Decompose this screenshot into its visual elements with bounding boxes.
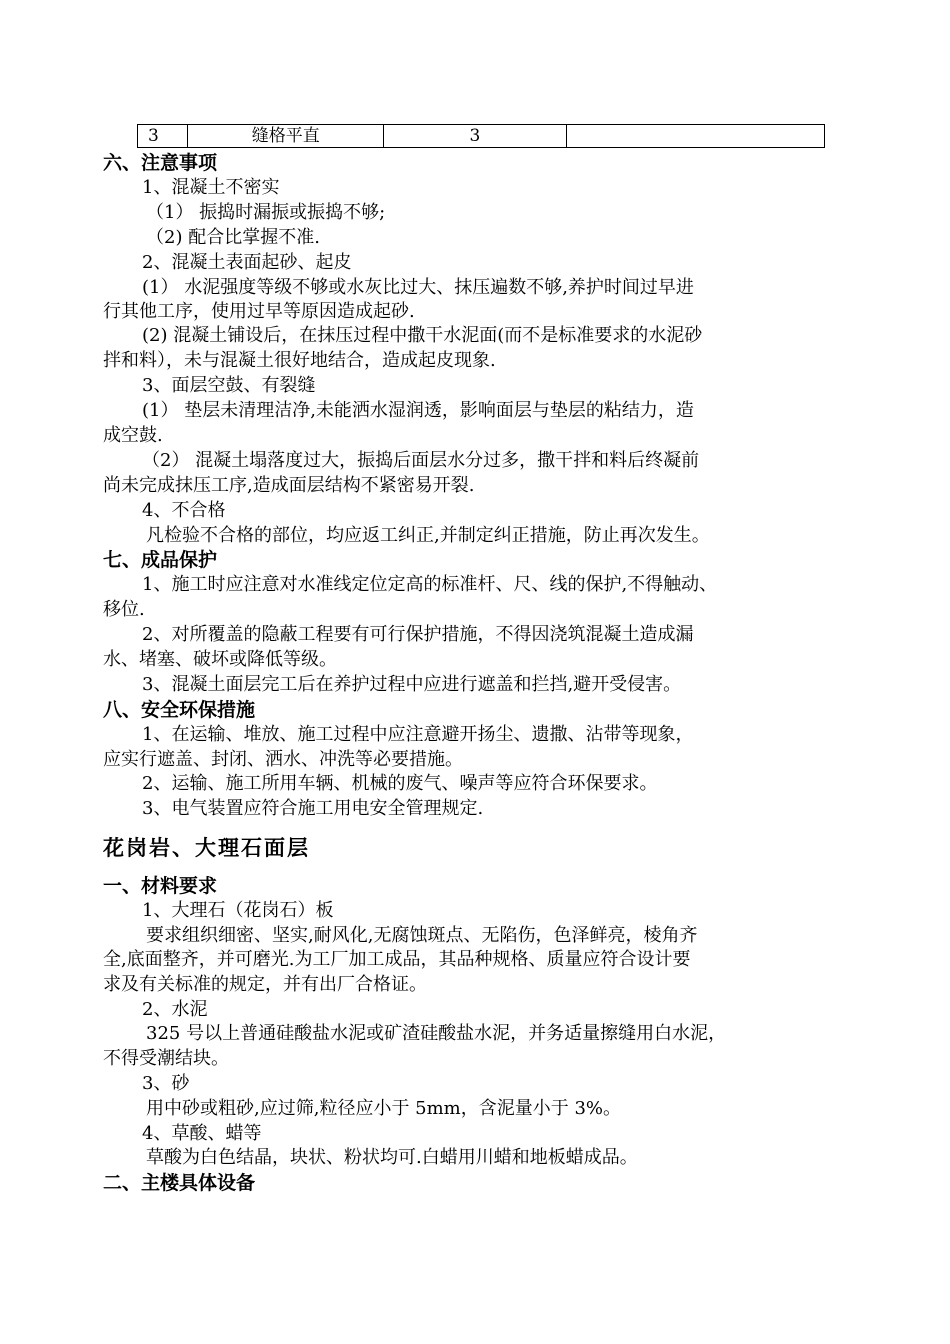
paragraph-line: （1） 振捣时漏振或振捣不够; [146, 202, 386, 223]
paragraph-line: 不得受潮结块。 [103, 1048, 229, 1069]
row-item: 缝格平直 [188, 125, 384, 148]
paragraph-line: 325 号以上普通硅酸盐水泥或矿渣硅酸盐水泥，并务适量擦缝用白水泥， [146, 1023, 727, 1044]
inspection-table [137, 124, 825, 148]
table-row [138, 125, 825, 148]
paragraph-line: 3、砂 [142, 1073, 190, 1094]
paragraph-line: 应实行遮盖、封闭、洒水、冲洗等必要措施。 [103, 749, 463, 770]
document-title: 花岗岩、大理石面层 [103, 836, 310, 860]
paragraph-line: （2) 配合比掌握不准. [146, 227, 320, 248]
row-value: 3 [384, 125, 567, 148]
paragraph-line: 1、大理石（花岗石）板 [142, 900, 334, 921]
paragraph-line: (1） 垫层未清理洁净,未能洒水湿润透，影响面层与垫层的粘结力，造 [142, 400, 694, 421]
paragraph-line: 3、面层空鼓、有裂缝 [142, 375, 316, 396]
section-heading: 七、成品保护 [103, 549, 218, 571]
paragraph-line: 要求组织细密、坚实,耐风化,无腐蚀斑点、无陷伤，色泽鲜亮，棱角齐 [146, 925, 698, 946]
paragraph-line: 3、电气装置应符合施工用电安全管理规定. [142, 798, 484, 819]
paragraph-line: (1） 水泥强度等级不够或水灰比过大、抹压遍数不够,养护时间过早进 [142, 277, 694, 298]
paragraph-line: 求及有关标准的规定，并有出厂合格证。 [103, 974, 427, 995]
paragraph-line: 凡检验不合格的部位，均应返工纠正,并制定纠正措施，防止再次发生。 [146, 525, 710, 546]
paragraph-line: 水、堵塞、破坏或降低等级。 [103, 649, 337, 670]
paragraph-line: 1、在运输、堆放、施工过程中应注意避开扬尘、遗撒、沾带等现象， [142, 724, 694, 745]
paragraph-line: （2） 混凝土塌落度过大，振捣后面层水分过多，撒干拌和料后终凝前 [142, 450, 700, 471]
paragraph-line: 移位. [103, 599, 145, 620]
paragraph-line: 1、施工时应注意对水准线定位定高的标准杆、尺、线的保护,不得触动、 [142, 574, 718, 595]
paragraph-line: 草酸为白色结晶，块状、粉状均可.白蜡用川蜡和地板蜡成品。 [146, 1147, 638, 1168]
paragraph-line: 4、草酸、蜡等 [142, 1123, 262, 1144]
paragraph-line: 行其他工序，使用过早等原因造成起砂. [103, 301, 415, 322]
paragraph-line: 尚未完成抹压工序,造成面层结构不紧密易开裂. [103, 475, 475, 496]
paragraph-line: 2、对所覆盖的隐蔽工程要有可行保护措施，不得因浇筑混凝土造成漏 [142, 624, 694, 645]
paragraph-line: 全,底面整齐，并可磨光.为工厂加工成品，其品种规格、质量应符合设计要 [103, 949, 691, 970]
paragraph-line: 成空鼓. [103, 425, 163, 446]
section-heading: 八、安全环保措施 [103, 699, 256, 721]
row-method [566, 125, 824, 148]
paragraph-line: 2、运输、施工所用车辆、机械的废气、噪声等应符合环保要求。 [142, 773, 658, 794]
paragraph-line: 4、不合格 [142, 500, 226, 521]
paragraph-line: 拌和料），未与混凝土很好地结合，造成起皮现象. [103, 350, 496, 371]
paragraph-line: 3、混凝土面层完工后在养护过程中应进行遮盖和拦挡,避开受侵害。 [142, 674, 682, 695]
paragraph-line: 1、混凝土不密实 [142, 177, 280, 198]
section-heading: 二、主楼具体设备 [103, 1172, 256, 1194]
paragraph-line: 用中砂或粗砂,应过筛,粒径应小于 5mm，含泥量小于 3%。 [146, 1098, 622, 1119]
section-heading: 六、注意事项 [103, 152, 218, 174]
paragraph-line: 2、混凝土表面起砂、起皮 [142, 252, 352, 273]
row-number: 3 [138, 125, 188, 148]
section-heading: 一、材料要求 [103, 875, 218, 897]
paragraph-line: (2) 混凝土铺设后，在抹压过程中撒干水泥面(而不是标准要求的水泥砂 [142, 325, 703, 346]
paragraph-line: 2、水泥 [142, 999, 208, 1020]
